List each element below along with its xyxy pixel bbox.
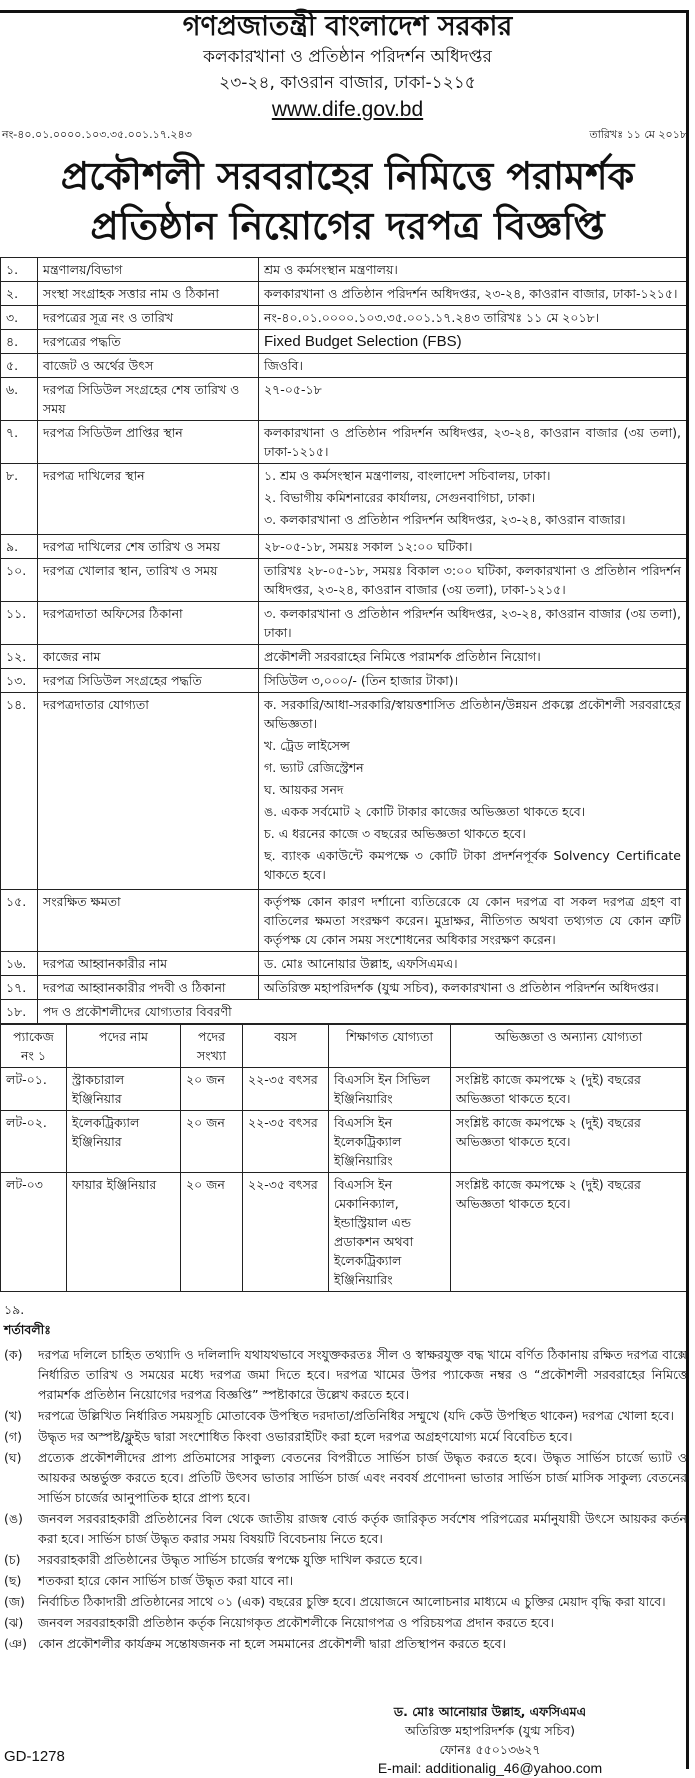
row-number: ২. (1, 282, 38, 306)
condition-key: (জ) (4, 1594, 25, 1609)
lot-cell: ২২-৩৫ বৎসর (243, 1068, 329, 1111)
row-value: কর্তৃপক্ষ কোন কারণ দর্শানো ব্যতিরেকে যে কোন দরপত্র বা সকল দরপত্র গ্রহণ বা বাতিলের ক্ষমতা সংরক্ষণ করেন। মুদ্রাক্ষর, নীতিগত অথবা তথ্যগত যে কোন ত্রুটি কর্তৃপক্ষ যে কোন সময় সংশোধনের অধিকার সংরক্ষণ করেন। (259, 890, 687, 952)
row-value: তারিখঃ ২৮-০৫-১৮, সময়ঃ বিকাল ৩:০০ ঘটিকা, কলকারখানা ও প্রতিষ্ঠান পরিদর্শন অধিদপ্তর, ২৩-২৪, কাওরান বাজার (৩য় তলা), ঢাকা-১২১৫। (259, 559, 687, 602)
condition-text: নির্বাচিত ঠিকাদারী প্রতিষ্ঠানের সাথে ০১ (এক) বছরের চুক্তি হবে। প্রয়োজনে আলোচনার মাধ্যমে এ চুক্তির মেয়াদ বৃদ্ধি করা যাবে। (38, 1594, 666, 1609)
row-value-item: ক. সরকারি/আধা-সরকারি/স্বায়ত্তশাসিত প্রতিষ্ঠান/উন্নয়ন প্রকল্পে প্রকৌশলী সরবরাহের অভিজ্ঞতা। (264, 697, 681, 731)
row-label: সংরক্ষিত ক্ষমতা (38, 890, 259, 952)
row-label: দরপত্র সিডিউল সংগ্রহের শেষ তারিখ ও সময় (38, 378, 259, 421)
condition-text: দরপত্র দলিলে চাহিত তথ্যাদি ও দলিলাদি যথাযথভাবে সংযুক্তকরতঃ সীল ও স্বাক্ষরযুক্ত বদ্ধ খামে বর্ণিত ঠিকানায় রক্ষিত দরপত্র বাক্সে নির্ধারিত তারিখ ও সময়ের মধ্যে দরপত্র জমা দিতে হবে। দরপত্র খামের উপর প্যাকেজ নম্বর ও “প্রকৌশলী সরবরাহের নিমিত্তে পরামর্শক প্রতিষ্ঠান নিয়োগের দরপত্র বিজ্ঞপ্তি” স্পষ্টাকারে উল্লেখ করতে হবে। (38, 1347, 687, 1402)
row-number: ৭. (1, 421, 38, 464)
condition-key: (ঝ) (4, 1615, 24, 1630)
lot-cell: বিএসসি ইন সিভিল ইঞ্জিনিয়ারিং (329, 1068, 451, 1111)
row-number: ১৬. (1, 952, 38, 976)
row-label: সংস্থা সংগ্রাহক সত্তার নাম ও ঠিকানা (38, 282, 259, 306)
government-name: গণপ্রজাতন্ত্রী বাংলাদেশ সরকার (182, 11, 513, 42)
condition-text: দরপত্রে উল্লিখিত নির্ধারিত সময়সূচি মোতাবেক উপস্থিত দরদাতা/প্রতিনিধির সম্মুখে (যদি কেউ উপস্থিত থাকেন) দরপত্র খোলা হবে। (38, 1408, 675, 1423)
row-value-item: ছ. ব্যাংক একাউন্টে কমপক্ষে ৩ কোটি টাকা প্রদর্শনপূর্বক Solvency Certificate থাকতে হবে। (264, 848, 681, 882)
row-value-item: চ. এ ধরনের কাজে ৩ বছরের অভিজ্ঞতা থাকতে হবে। (264, 826, 526, 841)
condition-key: (খ) (4, 1408, 22, 1423)
row-value: জিওবি। (259, 354, 687, 378)
notice-title-line-2: প্রতিষ্ঠান নিয়োগের দরপত্র বিজ্ঞপ্তি (90, 204, 605, 248)
lot-cell: ২২-৩৫ বৎসর (243, 1111, 329, 1173)
row-value-item: ঘ. আয়কর সনদ (264, 782, 344, 797)
row-number: ৫. (1, 354, 38, 378)
row-label: দরপত্রদাতা অফিসের ঠিকানা (38, 602, 259, 645)
row-value-item: ঙ. একক সর্বমোট ২ কোটি টাকার কাজের অভিজ্ঞতা থাকতে হবে। (264, 804, 586, 819)
lot-cell: বিএসসি ইন ইলেকট্রিক্যাল ইঞ্জিনিয়ারিং (329, 1111, 451, 1173)
row-label: দরপত্র সিডিউল প্রাপ্তির স্থান (38, 421, 259, 464)
row-value: নং-৪০.০১.০০০০.১০৩.৩৫.০০১.১৭.২৪৩ তারিখঃ ১১ মে ২০১৮। (259, 306, 687, 330)
notice-title-line-1: প্রকৌশলী সরবরাহের নিমিত্তে পরামর্শক (60, 154, 635, 198)
row-number: ১৫. (1, 890, 38, 952)
row-number: ১৪. (1, 693, 38, 890)
lots-column-header: বয়স (243, 1025, 329, 1068)
condition-key: (ঙ) (4, 1511, 23, 1526)
lots-column-header: প্যাকেজ নং ১ (1, 1025, 67, 1068)
row-value: শ্রম ও কর্মসংস্থান মন্ত্রণালয়। (259, 258, 687, 282)
condition-text: শতকরা হারে কোন সার্ভিস চার্জ উদ্ধৃত করা যাবে না। (38, 1573, 294, 1588)
lots-column-header: শিক্ষাগত যোগ্যতা (329, 1025, 451, 1068)
website-link[interactable]: www.dife.gov.bd (271, 98, 424, 121)
condition-text: জনবল সরবরাহকারী প্রতিষ্ঠান কর্তৃক নিয়োগকৃত প্রকৌশলীকে নিয়োগপত্র ও পরিচয়পত্র প্রদান করতে হবে। (38, 1615, 554, 1630)
row-label: দরপত্র খোলার স্থান, তারিখ ও সময় (38, 559, 259, 602)
condition-key: (গ) (4, 1429, 22, 1444)
row-number: ১৭. (1, 976, 38, 1000)
row-number: ১৩. (1, 669, 38, 693)
page-frame (0, 10, 689, 1769)
row-label: মন্ত্রণালয়/বিভাগ (38, 258, 259, 282)
row-label: দরপত্রের সূত্র নং ও তারিখ (38, 306, 259, 330)
row-number: ৩. (1, 306, 38, 330)
row-value: সিডিউল ৩,০০০/- (তিন হাজার টাকা)। (259, 669, 687, 693)
row-number: ১৮. (1, 1000, 38, 1024)
condition-text: জনবল সরবরাহকারী প্রতিষ্ঠানের বিল থেকে জাতীয় রাজস্ব বোর্ড কর্তৃক জারিকৃত সর্বশেষ পরিপত্রের মর্মানুযায়ী উৎসে আয়কর কর্তন করা হবে। সার্ভিস চার্জ উদ্ধৃত করার সময় বিষয়টি বিবেচনায় নিতে হবে। (38, 1511, 687, 1546)
condition-text: প্রত্যেক প্রকৌশলীদের প্রাপ্য প্রতিমাসের সাকুল্য বেতনের বিপরীতে সার্ভিস চার্জ উদ্ধৃত করতে হবে। উদ্ধৃত সার্ভিস চার্জে ভ্যাট ও আয়কর অন্তর্ভুক্ত করতে হবে। প্রতিটি উৎসব ভাতার সার্ভিস চার্জ এবং নববর্ষ প্রণোদনা ভাতার সার্ভিস চার্জ মাসিক সাকুল্য বেতনের সার্ভিস চার্জের আনুপাতিক হারে প্রাপ্য হবে। (38, 1450, 687, 1505)
condition-text: উদ্ধৃত দর অস্পষ্ট/ফ্লুইড দ্বারা সংশোধিত কিংবা ওভাররাইটিং করা হলে দরপত্র অগ্রহণযোগ্য মর্মে বিবেচিত হবে। (38, 1429, 573, 1444)
row-value: ৩. কলকারখানা ও প্রতিষ্ঠান পরিদর্শন অধিদপ্তর, ২৩-২৪, কাওরান বাজার (৩য় তলা), ঢাকা। (259, 602, 687, 645)
lots-column-header: অভিজ্ঞতা ও অন্যান্য যোগ্যতা (451, 1025, 687, 1068)
row-label: দরপত্রদাতার যোগ্যতা (38, 693, 259, 890)
lot-cell: ২০ জন (181, 1173, 243, 1292)
row-number: ৬. (1, 378, 38, 421)
row-label: দরপত্রের পদ্ধতি (38, 330, 259, 354)
row-label: বাজেট ও অর্থের উৎস (38, 354, 259, 378)
lots-column-header: পদের সংখ্যা (181, 1025, 243, 1068)
row-label: দরপত্র আহ্বানকারীর নাম (38, 952, 259, 976)
row-value-item: ১. শ্রম ও কর্মসংস্থান মন্ত্রণালয়, বাংলাদেশ সচিবালয়, ঢাকা। (264, 468, 551, 483)
row-value-item: খ. ট্রেড লাইসেন্স (264, 738, 350, 753)
lot-cell: লট-০১. (1, 1068, 67, 1111)
lot-cell: ২০ জন (181, 1068, 243, 1111)
row-label: দরপত্র আহ্বানকারীর পদবী ও ঠিকানা (38, 976, 259, 1000)
lot-cell: লট-০২. (1, 1111, 67, 1173)
row-value-item: ৩. কলকারখানা ও প্রতিষ্ঠান পরিদর্শন অধিদপ্তর, ২৩-২৪, কাওরান বাজার। (264, 512, 626, 527)
row-value: কলকারখানা ও প্রতিষ্ঠান পরিদর্শন অধিদপ্তর, ২৩-২৪, কাওরান বাজার, ঢাকা-১২১৫। (259, 282, 687, 306)
lot-cell: সংশ্লিষ্ট কাজে কমপক্ষে ২ (দুই) বছরের অভিজ্ঞতা থাকতে হবে। (451, 1173, 687, 1292)
condition-key: (ঘ) (4, 1450, 22, 1465)
row-number: ১. (1, 258, 38, 282)
signature-block (330, 1702, 650, 1778)
row-number: ১২. (1, 645, 38, 669)
department-address: ২৩-২৪, কাওরান বাজার, ঢাকা-১২১৫ (219, 73, 476, 93)
row-number: ১১. (1, 602, 38, 645)
row-value-item: ২. বিভাগীয় কমিশনারের কার্যালয়, সেগুনবাগিচা, ঢাকা। (264, 490, 536, 505)
row-value: ড. মোঃ আনোয়ার উল্লাহ, এফসিএমএ। (259, 952, 687, 976)
row-number: ৯. (1, 535, 38, 559)
condition-text: সরবরাহকারী প্রতিষ্ঠানের উদ্ধৃত সার্ভিস চার্জের স্বপক্ষে যুক্তি দাখিল করতে হবে। (38, 1552, 423, 1567)
row-label: দরপত্র সিডিউল সংগ্রহের পদ্ধতি (38, 669, 259, 693)
row-label: দরপত্র দাখিলের স্থান (38, 464, 259, 535)
condition-key: (ক) (4, 1347, 23, 1362)
lot-cell: ২০ জন (181, 1111, 243, 1173)
lot-cell: ইলেকট্রিক্যাল ইঞ্জিনিয়ার (67, 1111, 181, 1173)
condition-key: (ঞ) (4, 1636, 27, 1651)
signatory-name: ড. মোঃ আনোয়ার উল্লাহ, এফসিএমএ (393, 1704, 587, 1719)
row-value: অতিরিক্ত মহাপরিদর্শক (যুগ্ম সচিব), কলকারখানা ও প্রতিষ্ঠান পরিদর্শন অধিদপ্তর। (259, 976, 687, 1000)
row-number: ১০. (1, 559, 38, 602)
condition-text: কোন প্রকৌশলীর কার্যক্রম সন্তোষজনক না হলে সমমানের প্রকৌশলী দ্বারা প্রতিস্থাপন করতে হবে। (38, 1636, 507, 1651)
signatory-phone: ফোনঃ ৫৫০১৩৬২৭ (439, 1742, 541, 1757)
row-label: কাজের নাম (38, 645, 259, 669)
condition-key: (ছ) (4, 1573, 22, 1588)
condition-key: (চ) (4, 1552, 21, 1567)
lot-cell: লট-০৩ (1, 1173, 67, 1292)
gd-number: GD-1278 (4, 1748, 65, 1765)
department-name: কলকারখানা ও প্রতিষ্ঠান পরিদর্শন অধিদপ্তর (203, 47, 492, 67)
row-value: Fixed Budget Selection (FBS) (259, 330, 687, 354)
row-value: ২৮-০৫-১৮, সময়ঃ সকাল ১২:০০ ঘটিকা। (259, 535, 687, 559)
row-value: কলকারখানা ও প্রতিষ্ঠান পরিদর্শন অধিদপ্তর, ২৩-২৪, কাওরান বাজার (৩য় তলা), ঢাকা-১২১৫। (259, 421, 687, 464)
row-number: ৪. (1, 330, 38, 354)
reference-number: নং-৪০.০১.০০০০.১০৩.৩৫.০০১.১৭.২৪৩ (2, 128, 192, 141)
row-label: পদ ও প্রকৌশলীদের যোগ্যতার বিবরণী (38, 1000, 687, 1024)
lot-cell: ২২-৩৫ বৎসর (243, 1173, 329, 1292)
lot-cell: ফায়ার ইঞ্জিনিয়ার (67, 1173, 181, 1292)
lots-column-header: পদের নাম (67, 1025, 181, 1068)
row-label: দরপত্র দাখিলের শেষ তারিখ ও সময় (38, 535, 259, 559)
row-value-item: গ. ভ্যাট রেজিস্ট্রেশন (264, 760, 364, 775)
conditions-number: ১৯. (4, 1302, 25, 1317)
row-number: ৮. (1, 464, 38, 535)
lot-cell: সংশ্লিষ্ট কাজে কমপক্ষে ২ (দুই) বছরের অভিজ্ঞতা থাকতে হবে। (451, 1111, 687, 1173)
lot-cell: বিএসসি ইন মেকানিক্যাল, ইন্ডাস্ট্রিয়াল এন্ড প্রডাকশন অথবা ইলেকট্রিক্যাল ইঞ্জিনিয়ারিং (329, 1173, 451, 1292)
lot-cell: সংশ্লিষ্ট কাজে কমপক্ষে ২ (দুই) বছরের অভিজ্ঞতা থাকতে হবে। (451, 1068, 687, 1111)
signatory-email[interactable]: E-mail: additionalig_46@yahoo.com (377, 1760, 603, 1776)
row-value: প্রকৌশলী সরবরাহের নিমিত্তে পরামর্শক প্রতিষ্ঠান নিয়োগ। (259, 645, 687, 669)
row-value: ২৭-০৫-১৮ (259, 378, 687, 421)
signatory-designation: অতিরিক্ত মহাপরিদর্শক (যুগ্ম সচিব) (405, 1723, 575, 1738)
conditions-heading: শর্তাবলীঃ (4, 1322, 51, 1337)
issue-date: তারিখঃ ১১ মে ২০১৮ (589, 128, 687, 141)
lot-cell: স্ট্রাকচারাল ইঞ্জিনিয়ার (67, 1068, 181, 1111)
